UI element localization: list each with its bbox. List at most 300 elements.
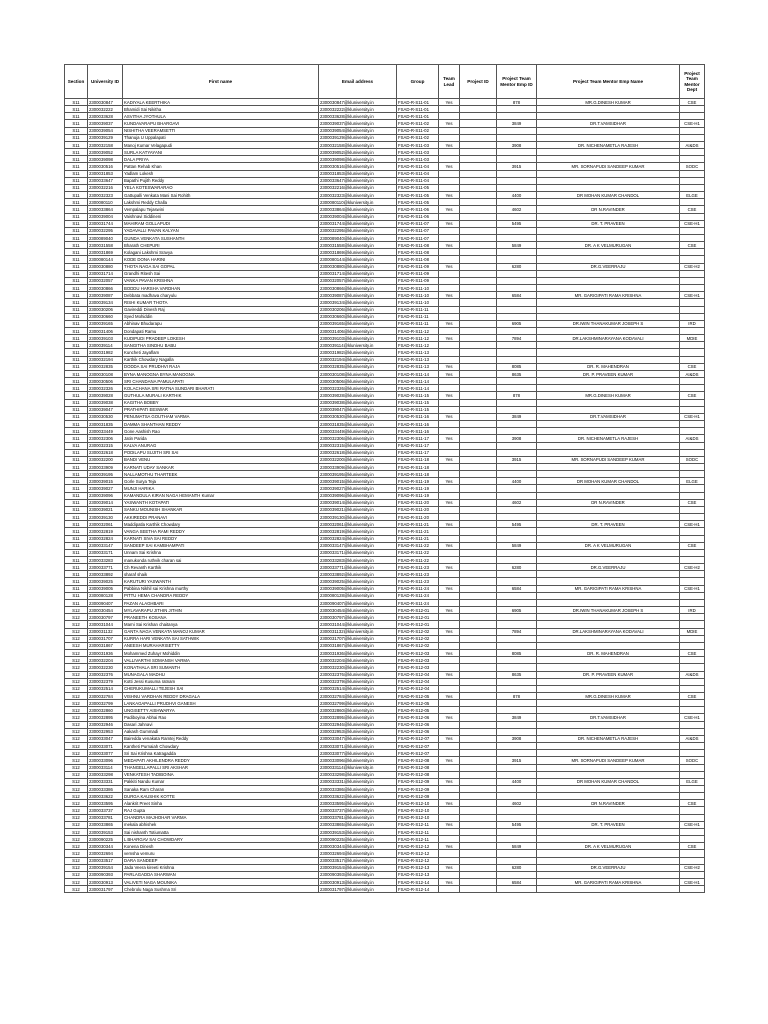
table-cell: Yes	[439, 564, 460, 571]
table-cell	[460, 721, 497, 728]
table-cell: 2300039153	[88, 828, 123, 835]
table-cell: FSAD-R-S11-20	[397, 499, 439, 506]
table-cell: FSAD-R-S11-03	[397, 156, 439, 163]
table-cell: 2300032953@kluniversity.in	[319, 728, 397, 735]
table-cell	[680, 463, 705, 470]
table-cell: S12	[65, 743, 88, 750]
table-cell: Mohammed Zuhayr Mohiddin	[123, 650, 319, 657]
table-cell: SANGITHA SINDHU BABU	[123, 342, 319, 349]
table-cell: 2300039038	[88, 399, 123, 406]
table-cell: 3849	[497, 413, 537, 420]
table-cell: S11	[65, 564, 88, 571]
table-row	[65, 757, 705, 764]
table-cell: Gavireddi Dinesh Raj	[123, 306, 319, 313]
table-row	[65, 700, 705, 707]
table-cell	[537, 485, 680, 492]
table-cell: S11	[65, 435, 88, 442]
table-cell	[439, 471, 460, 478]
table-cell	[537, 871, 680, 878]
table-cell: S12	[65, 621, 88, 628]
table-cell: KODE DONA HARINI	[123, 256, 319, 263]
table-cell	[680, 721, 705, 728]
table-cell	[537, 721, 680, 728]
table-cell: S11	[65, 335, 88, 342]
table-cell: Dasari Jahnavi	[123, 721, 319, 728]
table-row	[65, 270, 705, 277]
table-cell: 6584	[497, 879, 537, 886]
table-row	[65, 263, 705, 270]
table-cell	[497, 421, 537, 428]
table-cell	[497, 506, 537, 513]
table-cell: 2300031835@kluniversity.in	[319, 421, 397, 428]
table-cell: FSAD-R-S12-13	[397, 864, 439, 871]
table-row	[65, 306, 705, 313]
table-cell: FSAD-R-S11-19	[397, 478, 439, 485]
table-cell	[537, 492, 680, 499]
table-cell: S12	[65, 678, 88, 685]
table-cell: FSAD-R-S11-16	[397, 413, 439, 420]
table-cell: 2300033077	[88, 750, 123, 757]
table-cell	[439, 549, 460, 556]
table-cell	[680, 886, 705, 893]
table-cell: Lakshmi Reddy Challa	[123, 199, 319, 206]
table-cell: FSAD-R-S11-05	[397, 184, 439, 191]
table-cell: S11	[65, 113, 88, 120]
table-cell	[460, 335, 497, 342]
table-cell	[439, 421, 460, 428]
table-cell	[460, 499, 497, 506]
table-cell: CSE-H1	[680, 220, 705, 227]
table-cell: 2300032860@kluniversity.in	[319, 707, 397, 714]
table-cell: 2300039047	[88, 406, 123, 413]
table-cell: MAHIRAM GOLLAPUDI	[123, 220, 319, 227]
table-cell	[460, 700, 497, 707]
table-cell: PODILAPU SUJITH SRI SAI	[123, 449, 319, 456]
table-cell: 2300033386@kluniversity.in	[319, 786, 397, 793]
table-cell	[537, 857, 680, 864]
table-cell	[497, 750, 537, 757]
table-cell: FSAD-R-S12-09	[397, 793, 439, 800]
table-row	[65, 571, 705, 578]
table-cell: CSE-H2	[680, 263, 705, 270]
table-cell: FSAD-R-S11-13	[397, 356, 439, 363]
table-cell: CSE-H2	[680, 564, 705, 571]
table-cell	[460, 156, 497, 163]
table-cell	[439, 592, 460, 599]
table-cell: 2300032799	[88, 700, 123, 707]
table-cell	[680, 421, 705, 428]
table-cell: MR. SORNAPUDI SANDEEP KUMAR	[537, 757, 680, 764]
table-cell: S12	[65, 836, 88, 843]
table-cell: DR.IWIN THANAKUMAR JOSEPH S	[537, 607, 680, 614]
table-cell: 2300030344	[88, 843, 123, 850]
table-row	[65, 349, 705, 356]
table-cell: PAZAN ALAGHBARI	[123, 599, 319, 606]
table-cell: 2300032222@kluniversity.in	[319, 106, 397, 113]
table-row	[65, 506, 705, 513]
roster-table	[64, 64, 705, 893]
table-cell	[460, 285, 497, 292]
table-cell: FSAD-R-S12-14	[397, 879, 439, 886]
table-cell: S11	[65, 184, 88, 191]
table-cell	[460, 463, 497, 470]
table-cell: FSAD-R-S12-03	[397, 664, 439, 671]
table-cell: 2300039098	[88, 156, 123, 163]
table-cell: 2300039153@kluniversity.in	[319, 828, 397, 835]
table-cell	[460, 707, 497, 714]
table-cell: FSAD-R-S12-07	[397, 750, 439, 757]
table-cell	[497, 786, 537, 793]
table-cell: Bapathi Pujith Reddy	[123, 177, 319, 184]
table-cell: Yes	[439, 650, 460, 657]
table-cell	[439, 428, 460, 435]
table-row	[65, 199, 705, 206]
table-cell	[680, 557, 705, 564]
table-cell: 6280	[497, 263, 537, 270]
table-cell: KOLACHANA SRI RATNA SUNDARI BHARATI	[123, 385, 319, 392]
table-cell: KADIYALA KEERTHIKA	[123, 99, 319, 106]
table-cell: VISHNU VARDHAN REDDY DRAGALA	[123, 692, 319, 699]
table-cell: 2300039130@kluniversity.in	[319, 514, 397, 521]
table-cell: Kantheti Purnaiah Chowdary	[123, 743, 319, 750]
table-cell: S12	[65, 707, 88, 714]
table-cell: FSAD-R-S11-04	[397, 177, 439, 184]
table-cell	[680, 506, 705, 513]
table-cell: S11	[65, 313, 88, 320]
table-cell: 2300030660	[88, 313, 123, 320]
table-cell: FSAD-R-S11-24	[397, 592, 439, 599]
table-cell	[497, 743, 537, 750]
table-cell	[537, 528, 680, 535]
table-cell	[439, 685, 460, 692]
table-cell	[680, 642, 705, 649]
table-row	[65, 249, 705, 256]
table-cell	[439, 743, 460, 750]
table-cell: Yes	[439, 671, 460, 678]
table-cell	[439, 857, 460, 864]
table-cell	[537, 149, 680, 156]
table-cell: MR. SORNAPUDI SANDEEP KUMAR	[537, 163, 680, 170]
table-cell	[537, 134, 680, 141]
column-header: Project ID	[460, 65, 497, 99]
table-cell: 2300032158@kluniversity.in	[319, 141, 397, 148]
table-cell: 8085	[497, 363, 537, 370]
table-row	[65, 592, 705, 599]
table-cell: 2300031936	[88, 650, 123, 657]
table-row	[65, 771, 705, 778]
table-cell: FSAD-R-S11-08	[397, 256, 439, 263]
table-cell: ANEESH MURAHARISETTY	[123, 642, 319, 649]
table-cell: CSE	[680, 392, 705, 399]
table-cell: FSAD-R-S11-02	[397, 120, 439, 127]
table-cell: Gattupalli Venkata Mani Sai Rohith	[123, 192, 319, 199]
table-cell: FSAD-R-S11-10	[397, 299, 439, 306]
table-cell: CSE	[680, 499, 705, 506]
table-cell	[460, 277, 497, 284]
table-cell: 2300033647	[88, 177, 123, 184]
table-cell	[680, 807, 705, 814]
table-cell	[439, 728, 460, 735]
table-cell	[537, 571, 680, 578]
table-row	[65, 227, 705, 234]
table-cell: FSAD-R-S11-24	[397, 585, 439, 592]
table-cell: FSAD-R-S11-21	[397, 535, 439, 542]
table-cell	[537, 621, 680, 628]
table-cell: 2300039096@kluniversity.in	[319, 492, 397, 499]
table-cell: 2300031406@kluniversity.in	[319, 328, 397, 335]
table-cell	[680, 471, 705, 478]
table-cell	[680, 728, 705, 735]
table-cell: S12	[65, 871, 88, 878]
table-cell	[680, 871, 705, 878]
table-row	[65, 599, 705, 606]
table-cell: Yes	[439, 220, 460, 227]
table-cell: DR. R. MAHENDRAN	[537, 650, 680, 657]
table-cell: 2300032222	[88, 106, 123, 113]
table-cell	[537, 442, 680, 449]
table-cell: PRATHIPATI EESWAR	[123, 406, 319, 413]
table-cell: S11	[65, 134, 88, 141]
table-cell: Yes	[439, 435, 460, 442]
table-cell	[460, 778, 497, 785]
table-cell: 2300030206@kluniversity.in	[319, 306, 397, 313]
table-cell: FSAD-R-S12-07	[397, 743, 439, 750]
table-cell: 2300039154@kluniversity.in	[319, 864, 397, 871]
table-cell: PENUMATSA GOUTHAM VARMA	[123, 413, 319, 420]
table-cell	[460, 378, 497, 385]
table-row	[65, 149, 705, 156]
table-cell	[439, 871, 460, 878]
table-cell: 2300032895@kluniversity.in	[319, 714, 397, 721]
table-cell	[460, 120, 497, 127]
table-cell: Yes	[439, 692, 460, 699]
table-cell: Yes	[439, 141, 460, 148]
table-cell: 2300032216@kluniversity.in	[319, 184, 397, 191]
table-cell	[537, 664, 680, 671]
table-cell: FSAD-R-S12-01	[397, 607, 439, 614]
table-cell	[537, 635, 680, 642]
table-cell: S11	[65, 192, 88, 199]
table-cell: 2300033147	[88, 542, 123, 549]
table-cell: FSAD-R-S11-05	[397, 192, 439, 199]
table-cell: S11	[65, 449, 88, 456]
table-cell: AI&DS	[680, 141, 705, 148]
table-cell: 2300033386	[88, 786, 123, 793]
table-cell: 5849	[497, 242, 537, 249]
table-cell: MDIE	[680, 628, 705, 635]
table-cell: KAGITHA BOBBY	[123, 399, 319, 406]
table-cell: 2300039015@kluniversity.in	[319, 478, 397, 485]
table-cell	[439, 442, 460, 449]
table-cell: S12	[65, 879, 88, 886]
table-cell: S12	[65, 635, 88, 642]
table-cell: 3908	[497, 141, 537, 148]
table-cell	[460, 521, 497, 528]
table-cell: 2300032824	[88, 535, 123, 542]
table-cell: 2300039028@kluniversity.in	[319, 392, 397, 399]
table-cell	[439, 599, 460, 606]
table-cell: S12	[65, 850, 88, 857]
table-cell: FSAD-R-S11-09	[397, 270, 439, 277]
table-cell: Alankrit Preet Sinha	[123, 800, 319, 807]
table-cell	[439, 134, 460, 141]
table-cell	[460, 571, 497, 578]
table-cell	[537, 786, 680, 793]
table-cell: FSAD-R-S12-09	[397, 786, 439, 793]
table-cell: MR. GARIGIPATI RAMA KRISHNA	[537, 292, 680, 299]
table-cell: 2300033171	[88, 549, 123, 556]
table-cell: BYNA MANOGNA BYNA MANOGNA	[123, 370, 319, 377]
table-cell: THANGELLAPALLI SRI AKSHAR	[123, 764, 319, 771]
table-cell: CSE	[680, 363, 705, 370]
table-cell	[680, 385, 705, 392]
table-cell: S12	[65, 886, 88, 893]
table-cell: FSAD-R-S11-02	[397, 127, 439, 134]
table-row	[65, 714, 705, 721]
table-cell: AI&DS	[680, 370, 705, 377]
table-cell: 2300032200@kluniversity.in	[319, 456, 397, 463]
table-cell: Yes	[439, 821, 460, 828]
table-cell	[497, 234, 537, 241]
table-cell	[439, 463, 460, 470]
table-cell: DR. P. PRAVEEN KUMAR	[537, 370, 680, 377]
table-cell: 2300031797	[88, 886, 123, 893]
table-cell: MR.G.DINESH KUMAR	[537, 692, 680, 699]
table-cell: 5495	[497, 220, 537, 227]
table-cell	[460, 614, 497, 621]
table-cell	[460, 227, 497, 234]
table-cell: 2300033892@kluniversity.in	[319, 571, 397, 578]
table-cell: FSAD-R-S11-18	[397, 471, 439, 478]
table-cell: FSAD-R-S11-08	[397, 242, 439, 249]
table-cell: CSE-H2	[680, 864, 705, 871]
table-cell: 2300033096	[88, 757, 123, 764]
table-cell: 2300033909@kluniversity.in	[319, 463, 397, 470]
table-cell: 2300039165	[88, 320, 123, 327]
table-row	[65, 786, 705, 793]
table-cell: DR.T.VAMSIDHAR	[537, 413, 680, 420]
table-cell: FSAD-R-S11-22	[397, 557, 439, 564]
table-cell	[537, 399, 680, 406]
table-cell: S11	[65, 442, 88, 449]
table-row	[65, 120, 705, 127]
table-cell: CSE-H1	[680, 120, 705, 127]
table-cell	[497, 156, 537, 163]
table-cell	[497, 836, 537, 843]
table-cell: Bairedda venakata Ramtej Reddy	[123, 735, 319, 742]
table-cell: ASVITHA JYOTHULA	[123, 113, 319, 120]
table-cell	[537, 614, 680, 621]
table-cell	[460, 413, 497, 420]
table-cell	[460, 664, 497, 671]
table-cell: MR. SORNAPUDI SANDEEP KUMAR	[537, 456, 680, 463]
table-cell	[497, 299, 537, 306]
table-cell: Yes	[439, 335, 460, 342]
table-cell	[680, 614, 705, 621]
table-cell	[460, 370, 497, 377]
table-cell	[460, 864, 497, 871]
table-cell	[497, 428, 537, 435]
table-cell: 3915	[497, 163, 537, 170]
table-cell: DR.LAKSHMINARAYANA KODAVALI	[537, 335, 680, 342]
table-cell	[680, 199, 705, 206]
table-cell: Grandhi Ritesh Sai	[123, 270, 319, 277]
table-cell: Yes	[439, 370, 460, 377]
table-cell	[439, 199, 460, 206]
table-cell	[460, 514, 497, 521]
table-cell: S12	[65, 821, 88, 828]
table-cell: 2300032057@kluniversity.in	[319, 277, 397, 284]
table-cell: Yes	[439, 800, 460, 807]
table-cell	[460, 270, 497, 277]
table-cell	[439, 256, 460, 263]
table-cell: FSAD-R-S11-01	[397, 113, 439, 120]
table-cell	[460, 857, 497, 864]
table-row	[65, 528, 705, 535]
table-cell: S11	[65, 535, 88, 542]
table-cell: S11	[65, 592, 88, 599]
table-cell: S12	[65, 814, 88, 821]
table-cell: FSAD-R-S12-05	[397, 692, 439, 699]
table-cell: DR. A K VELMURUGAN	[537, 242, 680, 249]
table-cell	[460, 127, 497, 134]
table-cell	[439, 850, 460, 857]
table-cell: 878	[497, 692, 537, 699]
table-cell: 2300033071@kluniversity.in	[319, 743, 397, 750]
table-cell: FSAD-R-S11-24	[397, 599, 439, 606]
table-cell	[680, 836, 705, 843]
table-cell: 2300089040	[88, 234, 123, 241]
table-cell: Manoj Kumar Velagapudi	[123, 141, 319, 148]
table-cell	[537, 886, 680, 893]
table-cell	[460, 836, 497, 843]
table-row	[65, 764, 705, 771]
table-row	[65, 521, 705, 528]
table-cell	[460, 800, 497, 807]
table-row	[65, 313, 705, 320]
table-cell: 2300033071	[88, 743, 123, 750]
table-cell: SURLA KATYAYANI	[123, 149, 319, 156]
table-cell	[680, 535, 705, 542]
table-cell	[537, 578, 680, 585]
table-cell: S11	[65, 492, 88, 499]
table-cell	[497, 635, 537, 642]
table-cell	[680, 599, 705, 606]
table-cell: 2300032057	[88, 277, 123, 284]
table-cell: FSAD-R-S11-06	[397, 206, 439, 213]
table-cell: Yes	[439, 206, 460, 213]
table-cell	[497, 134, 537, 141]
table-cell	[680, 750, 705, 757]
table-cell: 2300030344@kluniversity.in	[319, 843, 397, 850]
table-cell: FSAD-R-S11-07	[397, 227, 439, 234]
table-cell	[537, 249, 680, 256]
table-cell: 2300032799@kluniversity.in	[319, 700, 397, 707]
table-cell: S11	[65, 220, 88, 227]
table-cell: 2300033595	[88, 800, 123, 807]
table-cell	[497, 886, 537, 893]
table-cell: 2300030206	[88, 306, 123, 313]
table-cell: DR. P. PRAVEEN KUMAR	[537, 671, 680, 678]
table-cell	[439, 793, 460, 800]
table-cell	[537, 385, 680, 392]
table-cell: Yes	[439, 242, 460, 249]
table-cell	[537, 471, 680, 478]
table-cell	[497, 728, 537, 735]
table-cell	[537, 106, 680, 113]
table-cell: 2300032835@kluniversity.in	[319, 363, 397, 370]
table-cell	[460, 843, 497, 850]
